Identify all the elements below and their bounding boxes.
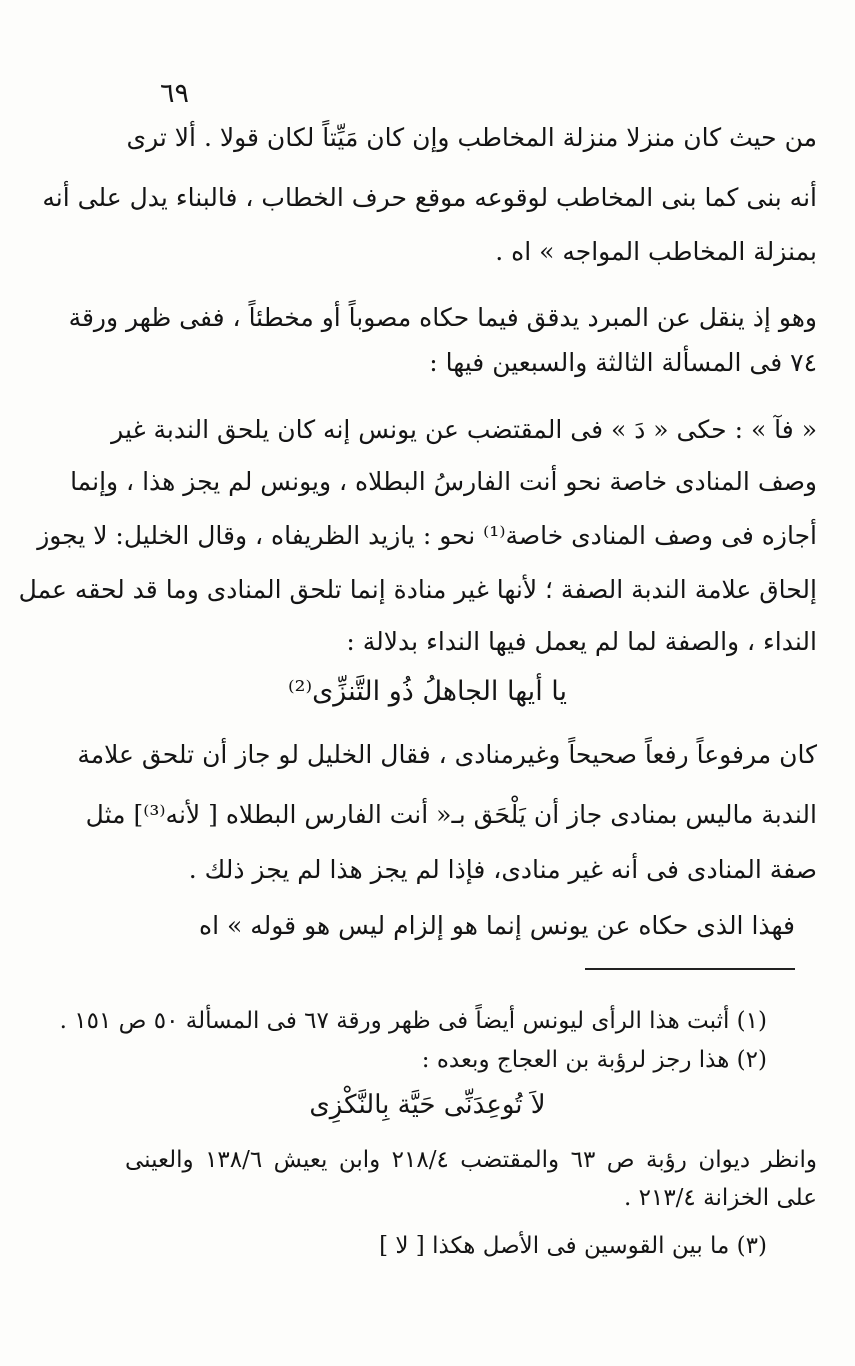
body-line-14: فهذا الذى حكاه عن يونس إنما هو إلزام ليس هو قوله » اه [199, 911, 795, 940]
body-line-12: الندبة ماليس بمنادى جاز أن يَلْحَق بـ« أنت الفارس البطلاه [ لأنه⁽³⁾] مثل [85, 800, 817, 829]
footnote-1: (١) أثبت هذا الرأى ليونس أيضاً فى ظهر ورقة ٦٧ فى المسألة ٥٠ ص ١٥١ . [59, 1008, 767, 1034]
footnote-2-verse: لاَ تُوعِدَنِّى حَيَّة بِالنَّكْزِى [309, 1090, 546, 1120]
body-line-6: « فآ » : حكى « دَ » فى المقتضب عن يونس إنه كان يلحق الندبة غير [111, 415, 817, 444]
footnote-2: (٢) هذا رجز لرؤبة بن العجاج وبعده : [421, 1047, 767, 1073]
body-line-10: النداء ، والصفة لما لم يعمل فيها النداء بدلالة : [346, 627, 817, 656]
body-line-4: وهو إذ ينقل عن المبرد يدقق فيما حكاه مصوباً أو مخطئاً ، ففى ظهر ورقة [68, 303, 817, 332]
footnote-2-reference: وانظر ديوان رؤبة ص ٦٣ والمقتضب ٢١٨/٤ وابن يعيش ١٣٨/٦ والعينى [125, 1147, 817, 1173]
body-line-11: كان مرفوعاً رفعاً صحيحاً وغيرمنادى ، فقال الخليل لو جاز أن تلحق علامة [77, 740, 817, 769]
body-line-5: ٧٤ فى المسألة الثالثة والسبعين فيها : [429, 348, 817, 377]
body-line-3: بمنزلة المخاطب المواجه » اه . [495, 237, 817, 266]
footnote-divider [585, 968, 795, 970]
verse-line: يا أيها الجاهلُ ذُو التَّنزِّى⁽²⁾ [287, 676, 568, 707]
body-line-7: وصف المنادى خاصة نحو أنت الفارسُ البطلاه ، ويونس لم يجز هذا ، وإنما [70, 467, 817, 496]
footnote-2-reference-cont: على الخزانة ٢١٣/٤ . [624, 1185, 817, 1211]
body-line-8: أجازه فى وصف المنادى خاصة⁽¹⁾ نحو : يازيد الظريفاه ، وقال الخليل: لا يجوز [37, 521, 817, 550]
body-line-9: إلحاق علامة الندبة الصفة ؛ لأنها غير منادة إنما تلحق المنادى وما قد لحقه عمل [18, 575, 817, 604]
body-line-13: صفة المنادى فى أنه غير منادى، فإذا لم يجز هذا لم يجز ذلك . [188, 855, 817, 884]
body-line-1: من حيث كان منزلا منزلة المخاطب وإن كان مَيِّتاً لكان قولا . ألا ترى [126, 123, 817, 152]
body-line-2: أنه بنى كما بنى المخاطب لوقوعه موقع حرف الخطاب ، فالبناء يدل على أنه [42, 183, 817, 212]
footnote-3: (٣) ما بين القوسين فى الأصل هكذا [ لا ] [379, 1233, 767, 1259]
page-number: ٦٩ [160, 78, 190, 109]
